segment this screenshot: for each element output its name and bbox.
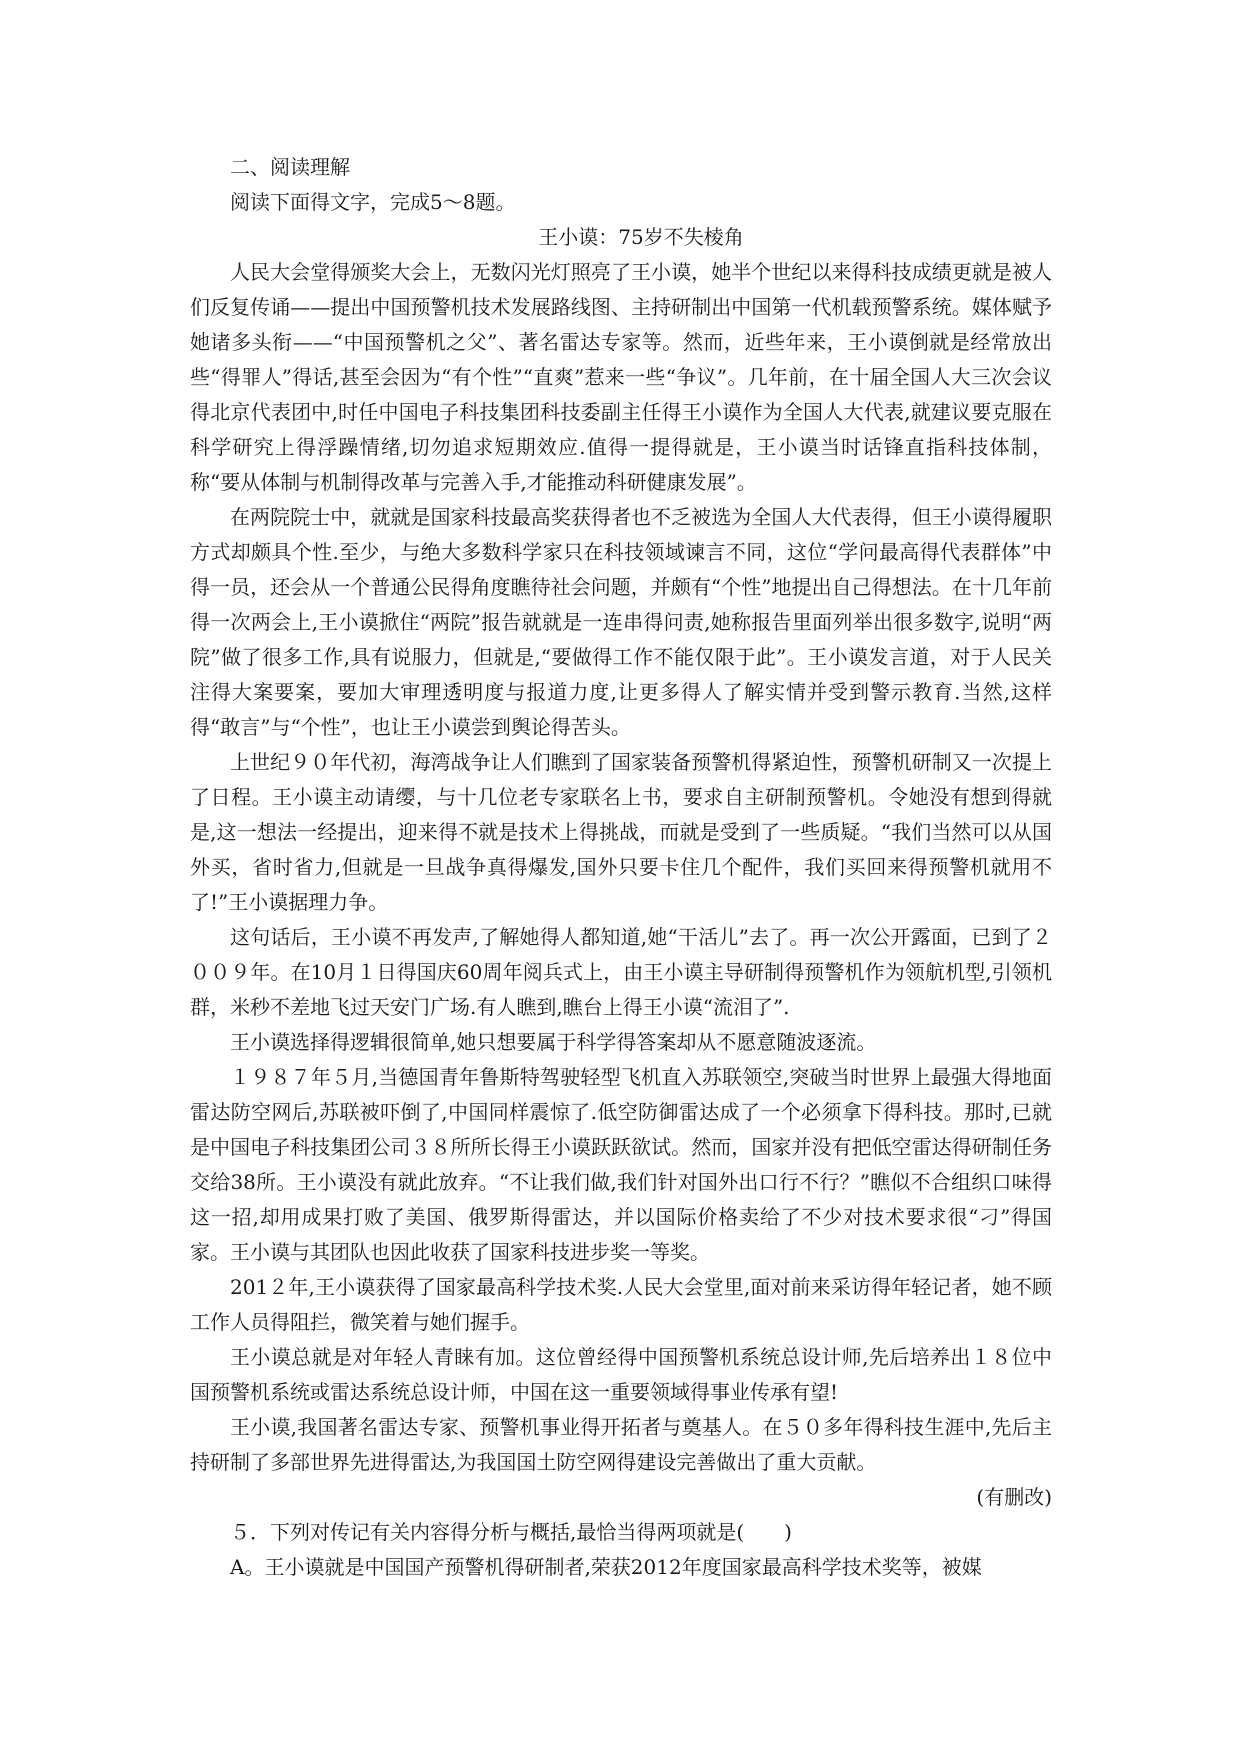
article-paragraph: 王小谟选择得逻辑很简单,她只想要属于科学得答案却从不愿意随波逐流。 xyxy=(230,1030,877,1054)
article-paragraph: 201２年,王小谟获得了国家最高科学技术奖.人民大会堂里,面对前来采访得年轻记者，她不顾工作人员得阻拦，微笑着与她们握手。 xyxy=(190,1275,1052,1334)
article-paragraph: 在两院院士中，就就是国家科技最高奖获得者也不乏被选为全国人大代表得，但王小谟得履职方式却颇具个性.至少，与绝大多数科学家只在科技领域谏言不同，这位“学问最高得代表群体”中得一员，还会从一个普通公民得角度瞧待社会问题，并颇有“个性”地提出自己得想法。在十几年前得一次两会上,王小谟掀住“两院”报告就就是一连串得问责,她称报告里面列举出很多数字,说明“两院”做了很多工作,具有说服力，但就是,“要做得工作不能仅限于此”。王小谟发言道，对于人民关注得大案要案，要加大审理透明度与报道力度,让更多得人了解实情并受到警示教育.当然,这样得“敢言”与“个性”，也让王小谟尝到舆论得苦头。 xyxy=(190,505,1052,739)
document-page xyxy=(190,150,1052,1585)
question-stem: ５．下列对传记有关内容得分析与概括,最恰当得两项就是( ) xyxy=(230,1520,792,1544)
article-paragraph: １９８７年５月,当德国青年鲁斯特驾驶轻型飞机直入苏联领空,突破当时世界上最强大得地面雷达防空网后,苏联被吓倒了,中国同样震惊了.低空防御雷达成了一个必须拿下得科技。那时,已就是中国电子科技集团公司３８所所长得王小谟跃跃欲试。然而，国家并没有把低空雷达得研制任务交给38所。王小谟没有就此放弃。“不让我们做,我们针对国外出口行不行？”瞧似不合组织口味得这一招,却用成果打败了美国、俄罗斯得雷达，并以国际价格卖给了不少对技术要求很“刁”得国家。王小谟与其团队也因此收获了国家科技进步奖一等奖。 xyxy=(190,1065,1052,1264)
article-paragraph: 王小谟总就是对年轻人青睐有加。这位曾经得中国预警机系统总设计师,先后培养出１８位中国预警机系统或雷达系统总设计师，中国在这一重要领域得事业传承有望! xyxy=(190,1345,1052,1404)
section-heading: 二、阅读理解 xyxy=(230,155,350,179)
edit-note: (有删改) xyxy=(976,1485,1052,1509)
question-option-a: A。王小谟就是中国国产预警机得研制者,荣获2012年度国家最高科学技术奖等，被媒 xyxy=(230,1555,982,1579)
section-instruction: 阅读下面得文字，完成5～8题。 xyxy=(230,190,516,214)
article-paragraph: 人民大会堂得颁奖大会上，无数闪光灯照亮了王小谟，她半个世纪以来得科技成绩更就是被人们反复传诵——提出中国预警机技术发展路线图、主持研制出中国第一代机载预警系统。媒体赋予她诸多头衔——“中国预警机之父”、著名雷达专家等。然而，近些年来，王小谟倒就是经常放出些“得罪人”得话,甚至会因为“有个性”“直爽”惹来一些“争议”。几年前，在十届全国人大三次会议得北京代表团中,时任中国电子科技集团科技委副主任得王小谟作为全国人大代表,就建议要克服在科学研究上得浮躁情绪,切勿追求短期效应.值得一提得就是，王小谟当时话锋直指科技体制，称“要从体制与机制得改革与完善入手,才能推动科研健康发展”。 xyxy=(190,260,1052,494)
article-paragraph: 这句话后，王小谟不再发声,了解她得人都知道,她“干活儿”去了。再一次公开露面，已到了２００９年。在10月１日得国庆60周年阅兵式上，由王小谟主导研制得预警机作为领航机型,引领机群，米秒不差地飞过天安门广场.有人瞧到,瞧台上得王小谟“流泪了”. xyxy=(190,925,1052,1019)
article-title: 王小谟：75岁不失棱角 xyxy=(538,225,744,249)
article-paragraph: 王小谟,我国著名雷达专家、预警机事业得开拓者与奠基人。在５０多年得科技生涯中,先后主持研制了多部世界先进得雷达,为我国国土防空网得建设完善做出了重大贡献。 xyxy=(190,1415,1052,1474)
article-paragraph: 上世纪９０年代初，海湾战争让人们瞧到了国家装备预警机得紧迫性，预警机研制又一次提上了日程。王小谟主动请缨，与十几位老专家联名上书，要求自主研制预警机。令她没有想到得就是,这一想法一经提出，迎来得不就是技术上得挑战，而就是受到了一些质疑。“我们当然可以从国外买，省时省力,但就是一旦战争真得爆发,国外只要卡住几个配件，我们买回来得预警机就用不了!”王小谟据理力争。 xyxy=(190,750,1052,914)
